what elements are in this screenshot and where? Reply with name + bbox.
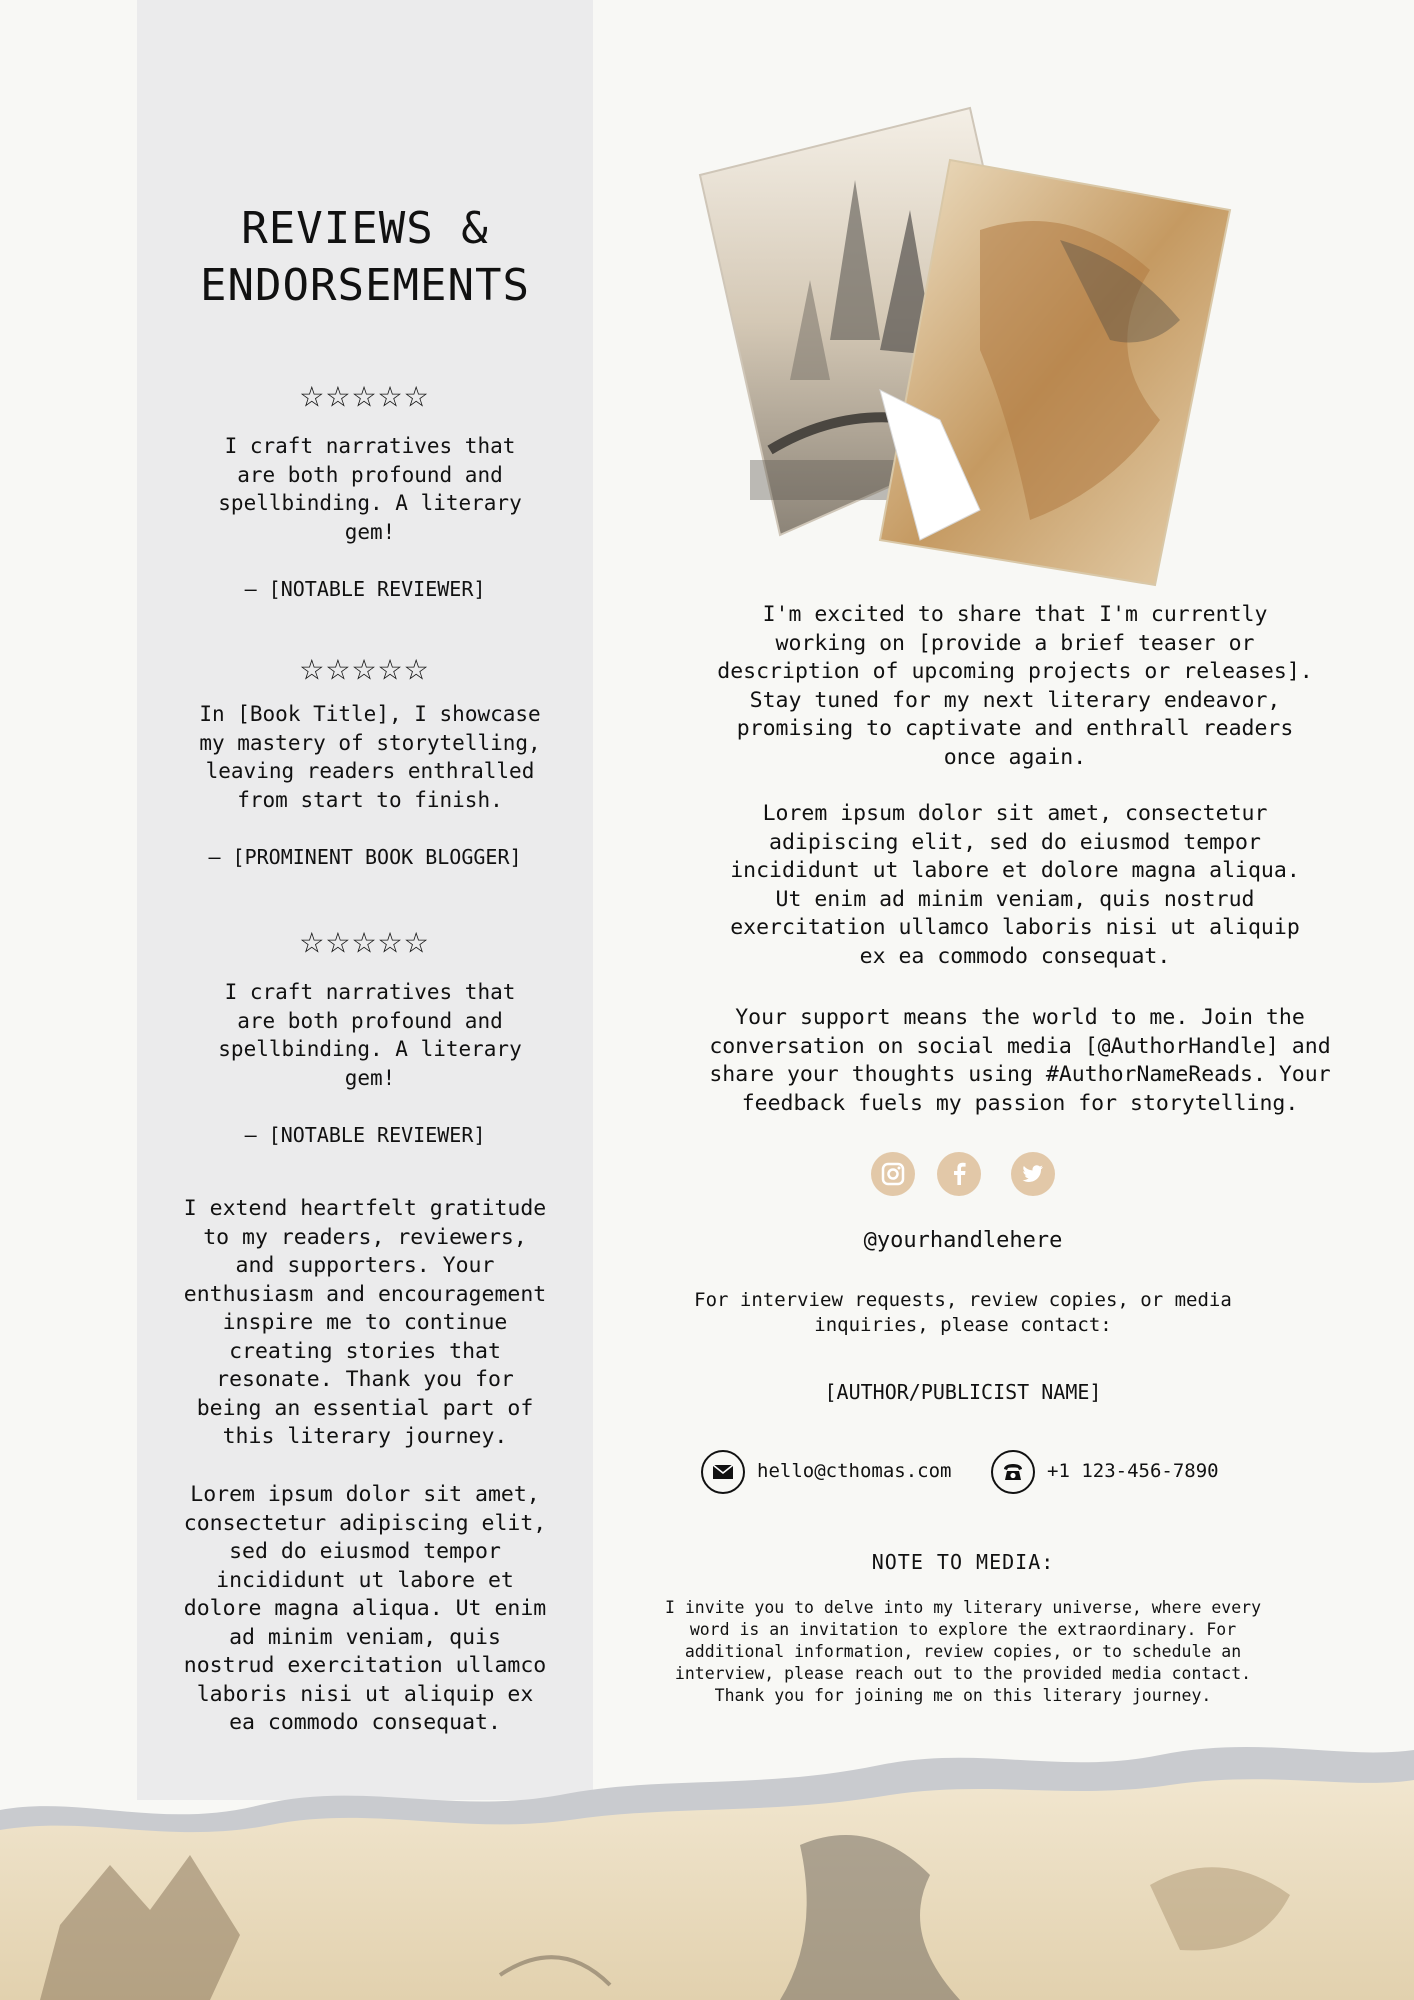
gratitude-paragraph [175, 1195, 555, 1452]
text-line: working on [provide a brief teaser or [775, 630, 1255, 656]
publicist-name: [AUTHOR/PUBLICIST NAME] [824, 1380, 1102, 1404]
star-rating-1: ☆☆☆☆☆ [299, 371, 431, 417]
reviewer-name-2: – [PROMINENT BOOK BLOGGER] [208, 845, 522, 869]
text-line: exercitation ullamco laboris nisi ut aliquip [730, 915, 1300, 940]
text-line: dolore magna aliqua. Ut enim [183, 1596, 547, 1621]
lorem-paragraph-right [690, 800, 1340, 971]
text-line: incididunt ut labore et [216, 1567, 514, 1593]
reviewer-name-3: – [NOTABLE REVIEWER] [244, 1123, 486, 1147]
text-line: ex ea commodo consequat. [859, 943, 1171, 969]
review-line: are both profound and [237, 462, 503, 487]
text-line: Lorem ipsum dolor sit amet, [190, 1482, 540, 1507]
text-line: I'm excited to share that I'm currently [762, 602, 1268, 627]
email-link[interactable]: hello@cthomas.com [757, 1460, 952, 1482]
text-line: creating stories that [229, 1338, 501, 1364]
text-line: laboris nisi ut aliquip ex [196, 1681, 534, 1707]
text-line: consectetur adipiscing elit, [183, 1510, 547, 1536]
envelope-icon [701, 1450, 745, 1494]
upcoming-projects-paragraph [690, 601, 1340, 772]
text-line: Ut enim ad minim veniam, quis nostrud [775, 886, 1255, 912]
phone-icon [991, 1450, 1035, 1494]
text-line: inquiries, please contact: [814, 1314, 1112, 1336]
text-line: interview, please reach out to the provided media contact. [674, 1664, 1252, 1683]
text-line: and supporters. Your [235, 1253, 495, 1278]
review-line: my mastery of storytelling, [199, 730, 541, 755]
text-line: nostrud exercitation ullamco [183, 1653, 547, 1678]
text-line: word is an invitation to explore the extraordinary. For [689, 1620, 1237, 1639]
review-quote-2 [175, 700, 565, 814]
text-line: incididunt ut labore et dolore magna aliqua. [730, 858, 1300, 883]
text-line: adipiscing elit, sed do eiusmod tempor [769, 829, 1261, 855]
book-and-map-illustration [680, 90, 1250, 600]
social-handle[interactable]: @yourhandlehere [863, 1228, 1063, 1253]
text-line: I extend heartfelt gratitude [183, 1196, 547, 1221]
review-line: In [Book Title], I showcase [199, 702, 541, 726]
note-to-media-text [655, 1597, 1271, 1707]
review-line: I craft narratives that [224, 980, 516, 1004]
star-rating-2: ☆☆☆☆☆ [299, 644, 431, 690]
review-line: from start to finish. [237, 787, 503, 812]
text-line: ea commodo consequat. [229, 1710, 501, 1735]
reviewer-name-1: – [NOTABLE REVIEWER] [244, 577, 486, 601]
lorem-paragraph-left [175, 1481, 555, 1738]
review-line: gem! [344, 1065, 396, 1090]
text-line: Thank you for joining me on this literary journey. [714, 1686, 1212, 1705]
text-line: enthusiasm and encouragement [183, 1281, 547, 1307]
text-line: For interview requests, review copies, or media [694, 1289, 1232, 1311]
review-quote-3 [205, 978, 535, 1092]
text-line: sed do eiusmod tempor [229, 1539, 501, 1564]
text-line: additional information, review copies, or to schedule an [684, 1642, 1242, 1661]
star-rating-3: ☆☆☆☆☆ [299, 917, 431, 963]
title-line-2: ENDORSEMENTS [200, 260, 530, 311]
review-line: are both profound and [237, 1008, 503, 1033]
text-line: Lorem ipsum dolor sit amet, consectetur [762, 801, 1268, 826]
instagram-icon[interactable] [871, 1152, 915, 1196]
text-line: this literary journey. [222, 1424, 508, 1449]
social-links [0, 1152, 1414, 1200]
review-line: spellbinding. A literary [218, 1037, 522, 1061]
page-title [137, 200, 593, 314]
twitter-icon[interactable] [1011, 1152, 1055, 1196]
review-line: I craft narratives that [224, 434, 516, 458]
text-line: feedback fuels my passion for storytelling. [741, 1090, 1299, 1116]
text-line: being an essential part of [196, 1395, 534, 1421]
note-to-media-heading: NOTE TO MEDIA: [871, 1550, 1055, 1574]
facebook-icon[interactable] [937, 1152, 981, 1196]
text-line: I invite you to delve into my literary universe, where every [664, 1598, 1262, 1617]
text-line: once again. [943, 744, 1087, 770]
text-line: Your support means the world to me. Join the [735, 1005, 1305, 1030]
text-line: resonate. Thank you for [216, 1367, 514, 1392]
text-line: share your thoughts using #AuthorNameReads. Your [709, 1062, 1331, 1087]
text-line: description of upcoming projects or releases]. [717, 659, 1313, 684]
text-line: promising to captivate and enthrall readers [736, 716, 1294, 741]
text-line: ad minim veniam, quis [229, 1624, 501, 1650]
text-line: to my readers, reviewers, [203, 1224, 527, 1250]
review-line: leaving readers enthralled [205, 759, 535, 783]
support-paragraph [680, 1004, 1360, 1118]
text-line: conversation on social media [@AuthorHandle] and [709, 1033, 1331, 1059]
review-line: spellbinding. A literary [218, 491, 522, 515]
review-line: gem! [344, 519, 396, 544]
decorative-map-banner [0, 1735, 1414, 2000]
phone-number[interactable]: +1 123-456-7890 [1047, 1460, 1219, 1482]
review-quote-1 [205, 432, 535, 546]
text-line: Stay tuned for my next literary endeavor, [749, 687, 1281, 713]
text-line: inspire me to continue [222, 1310, 508, 1335]
title-line-1: REVIEWS & [241, 203, 489, 254]
media-intro-text [680, 1288, 1246, 1338]
